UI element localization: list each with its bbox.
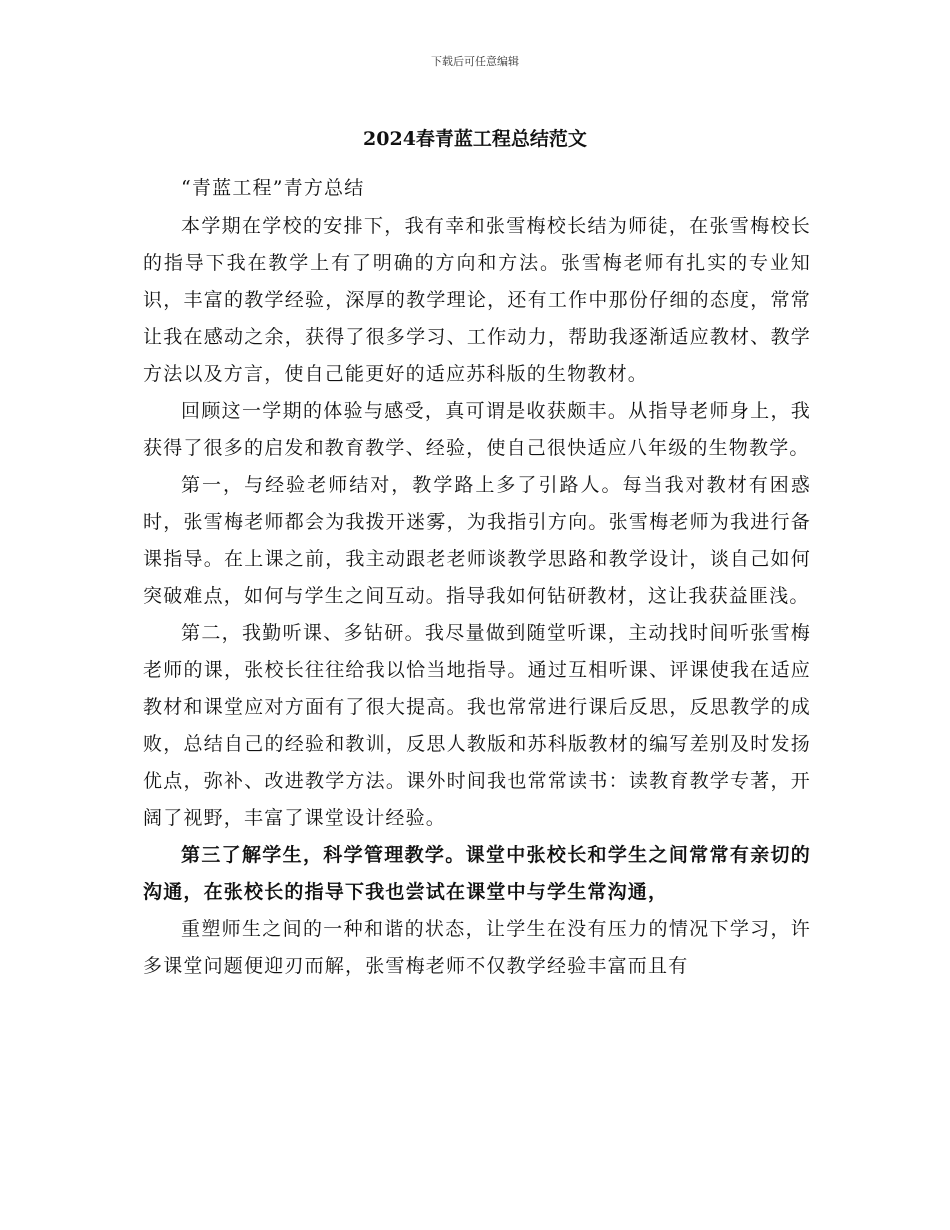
subtitle-paragraph: “青蓝工程”青方总结 [181,177,365,199]
page-header: 下载后可任意编辑 [431,55,519,68]
paragraph-review: 回顾这一学期的体验与感受，真可谓是收获颇丰。从指导老师身上，我获得了很多的启发和教育教学、经验，使自己很快适应八年级的生物教学。 [143,400,811,459]
paragraph-first-point: 第一，与经验老师结对，教学路上多了引路人。每当我对教材有困惑时，张雪梅老师都会为我拨开迷雾，为我指引方向。张雪梅老师为我进行备课指导。在上课之前，我主动跟老老师谈教学思路和教学设计，谈自己如何突破难点，如何与学生之间互动。指导我如何钻研教材，这让我获益匪浅。 [143,474,811,607]
document-body [143,170,811,985]
paragraph-third-point: 第三了解学生，科学管理教学。课堂中张校长和学生之间常常有亲切的沟通，在张校长的指导下我也尝试在课堂中与学生常沟通， [143,844,811,903]
document-title: 2024春青蓝工程总结范文 [363,128,587,150]
paragraph-second-point: 第二，我勤听课、多钻研。我尽量做到随堂听课，主动找时间听张雪梅老师的课，张校长往往给我以恰当地指导。通过互相听课、评课使我在适应教材和课堂应对方面有了很大提高。我也常常进行课后反思，反思教学的成败，总结自己的经验和教训，反思人教版和苏科版教材的编写差别及时发扬优点，弥补、改进教学方法。课外时间我也常常读书：读教育教学专著，开阔了视野，丰富了课堂设计经验。 [143,622,811,829]
paragraph-continuation: 重塑师生之间的一种和谐的状态，让学生在没有压力的情况下学习，许多课堂问题便迎刃而解，张雪梅老师不仅教学经验丰富而且有 [143,918,811,977]
paragraph-intro: 本学期在学校的安排下，我有幸和张雪梅校长结为师徒，在张雪梅校长的指导下我在教学上有了明确的方向和方法。张雪梅老师有扎实的专业知识，丰富的教学经验，深厚的教学理论，还有工作中那份仔细的态度，常常让我在感动之余，获得了很多学习、工作动力，帮助我逐渐适应教材、教学方法以及方言，使自己能更好的适应苏科版的生物教材。 [143,215,811,385]
